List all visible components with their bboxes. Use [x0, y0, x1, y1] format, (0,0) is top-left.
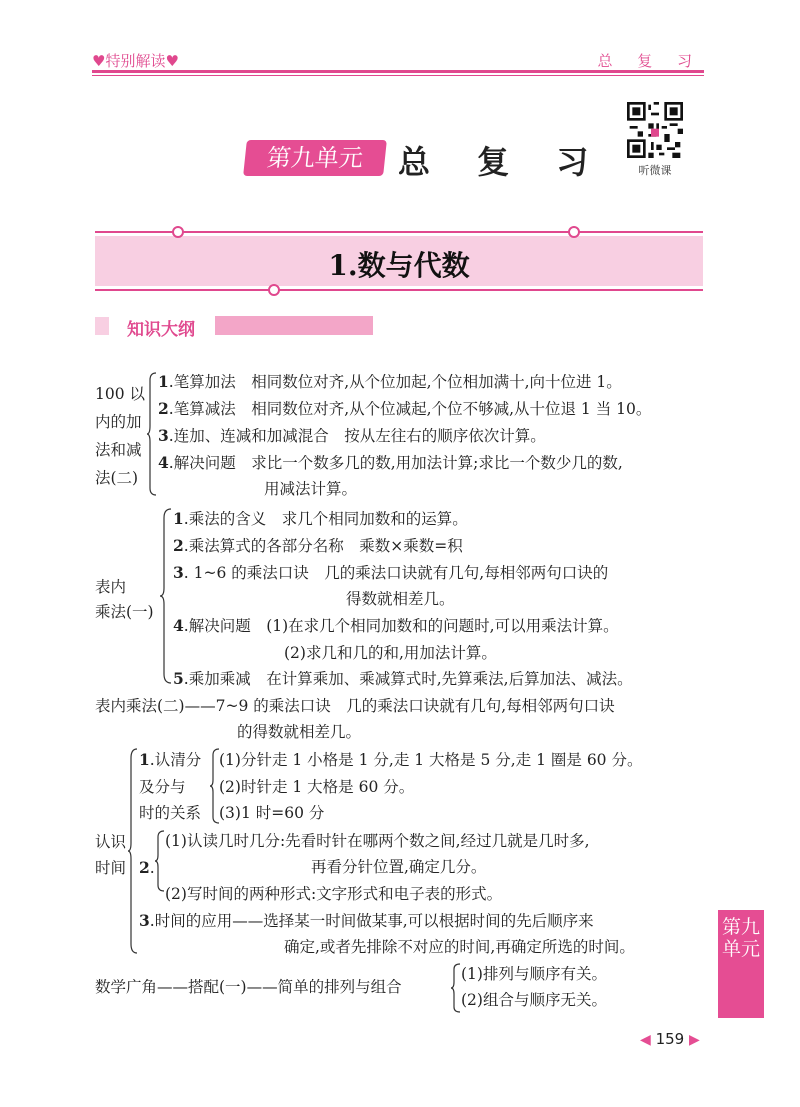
block4-sub2-num: 2 — [139, 858, 150, 877]
block3-line: 表内乘法(二)——7~9 的乘法口诀 几的乘法口诀就有几句,每相邻两句口诀 — [95, 697, 615, 715]
section-dot — [172, 226, 184, 238]
block2-item — [173, 669, 633, 689]
block1-item — [158, 426, 546, 446]
block4-sub1-item: (3)1 时=60 分 — [219, 804, 325, 822]
block4-sub1-num: 1 — [139, 750, 150, 769]
block1-item — [158, 399, 651, 419]
header-right: 总 复 习 — [597, 52, 702, 70]
block2-item-text: .乘法算式的各部分名称 乘数×乘数=积 — [183, 537, 463, 555]
block2-item-text: .乘加乘减 在计算乘加、乘减算式时,先算乘法,后算加法、减法。 — [183, 670, 633, 688]
block1-item-num: 3 — [158, 426, 169, 445]
block4-sub2-label — [139, 858, 155, 878]
block1-label-line: 法(二) — [95, 469, 139, 487]
brace-icon — [155, 830, 165, 892]
header-divider-thin — [92, 75, 704, 76]
block1-label-line: 法和减 — [95, 441, 142, 459]
block4-sub2-label-text: . — [149, 859, 155, 877]
block4-sub1-label-line: 时的关系 — [139, 804, 202, 822]
block3-line: 的得数就相差几。 — [237, 723, 362, 741]
block1-label-line: 100 以 — [95, 385, 146, 403]
block1-item-text: .笔算减法 相同数位对齐,从个位减起,个位不够减,从十位退 1 当 10。 — [168, 400, 652, 418]
block2-label-line: 乘法(一) — [95, 603, 154, 621]
block2-item-text: . 1~6 的乘法口诀 几的乘法口诀就有几句,每相邻两句口诀的 — [183, 564, 609, 582]
block2-label-line: 表内 — [95, 578, 127, 596]
qr-caption: 听微课 — [638, 164, 672, 177]
knowledge-marker — [95, 317, 109, 335]
block2-item-num: 4 — [173, 616, 184, 635]
side-tab-line: 第九 — [721, 916, 760, 938]
prev-page-icon[interactable]: ◀ — [640, 1032, 651, 1048]
unit-side-tab — [718, 910, 764, 1018]
block4-sub3-cont: 确定,或者先排除不对应的时间,再确定所选的时间。 — [284, 938, 635, 956]
section-dot — [568, 226, 580, 238]
knowledge-bar — [215, 316, 373, 335]
block4-sub2-item: (1)认读几时几分:先看时针在哪两个数之间,经过几就是几时多, — [165, 832, 590, 850]
brace-icon — [147, 372, 157, 496]
block1-item — [158, 453, 623, 473]
block4-sub3-num: 3 — [139, 911, 150, 930]
block4-sub1-item: (1)分针走 1 小格是 1 分,走 1 大格是 5 分,走 1 圈是 60 分。 — [219, 751, 643, 769]
block4-sub3 — [139, 911, 594, 931]
block4-sub2-item: (2)写时间的两种形式:文字形式和电子表的形式。 — [165, 885, 503, 903]
block4-sub1-label-text: .认清分 — [149, 751, 202, 769]
block2-item-text: .乘法的含义 求几个相同加数和的运算。 — [183, 510, 468, 528]
block2-item-cont: (2)求几和几的和,用加法计算。 — [284, 644, 497, 662]
block1-item-text: .笔算加法 相同数位对齐,从个位加起,个位相加满十,向十位进 1。 — [168, 373, 622, 391]
knowledge-label: 知识大纲 — [127, 320, 195, 340]
block1-label-line: 内的加 — [95, 413, 142, 431]
block4-sub1-item: (2)时针走 1 大格是 60 分。 — [219, 778, 415, 796]
section-line-top — [95, 231, 703, 233]
block2-item-num: 5 — [173, 669, 184, 688]
block2-item-num: 3 — [173, 563, 184, 582]
block1-item — [158, 372, 622, 392]
block1-item-text: .连加、连减和加减混合 按从左往右的顺序依次计算。 — [168, 427, 546, 445]
block1-item-num: 4 — [158, 453, 169, 472]
block4-sub3-text: .时间的应用——选择某一时间做某事,可以根据时间的先后顺序来 — [149, 912, 594, 930]
block2-item-num: 2 — [173, 536, 184, 555]
block4-label-line: 认识 — [95, 833, 127, 851]
block4-sub2-item-cont: 再看分针位置,确定几分。 — [311, 858, 487, 876]
qr-code-icon[interactable] — [627, 102, 683, 158]
block5-label: 数学广角——搭配(一)——简单的排列与组合 — [95, 978, 402, 996]
brace-icon — [160, 508, 172, 684]
block2-item — [173, 563, 608, 583]
next-page-icon[interactable]: ▶ — [688, 1032, 700, 1048]
block1-item-cont: 用减法计算。 — [264, 480, 358, 498]
block2-item-num: 1 — [173, 509, 184, 528]
block4-sub1-label-line: 及分与 — [139, 778, 186, 796]
section-title: 1.数与代数 — [328, 249, 470, 282]
block2-item-cont: 得数就相差几。 — [346, 590, 455, 608]
page-number-text: 159 — [655, 1030, 685, 1048]
header-left: ♥特别解读♥ — [92, 52, 179, 70]
block1-item-num: 1 — [158, 372, 169, 391]
block5-item: (2)组合与顺序无关。 — [461, 991, 607, 1009]
header-divider — [92, 70, 704, 73]
block2-item — [173, 616, 619, 636]
page-number — [640, 1030, 700, 1048]
unit-title: 总 复 习 — [398, 143, 607, 181]
brace-icon — [451, 963, 461, 1013]
block1-item-text: .解决问题 求比一个数多几的数,用加法计算;求比一个数少几的数, — [168, 454, 623, 472]
block1-item-num: 2 — [158, 399, 169, 418]
block4-label-line: 时间 — [95, 859, 127, 877]
side-tab-line: 单元 — [721, 938, 760, 960]
unit-badge: 第九单元 — [243, 140, 387, 176]
section-dot — [268, 284, 280, 296]
block5-item: (1)排列与顺序有关。 — [461, 965, 607, 983]
block2-item — [173, 536, 463, 556]
block4-sub1-label — [139, 750, 201, 770]
block2-item-text: .解决问题 (1)在求几个相同加数和的问题时,可以用乘法计算。 — [183, 617, 619, 635]
section-line-bottom — [95, 289, 703, 291]
brace-icon — [128, 748, 138, 954]
block2-item — [173, 509, 468, 529]
